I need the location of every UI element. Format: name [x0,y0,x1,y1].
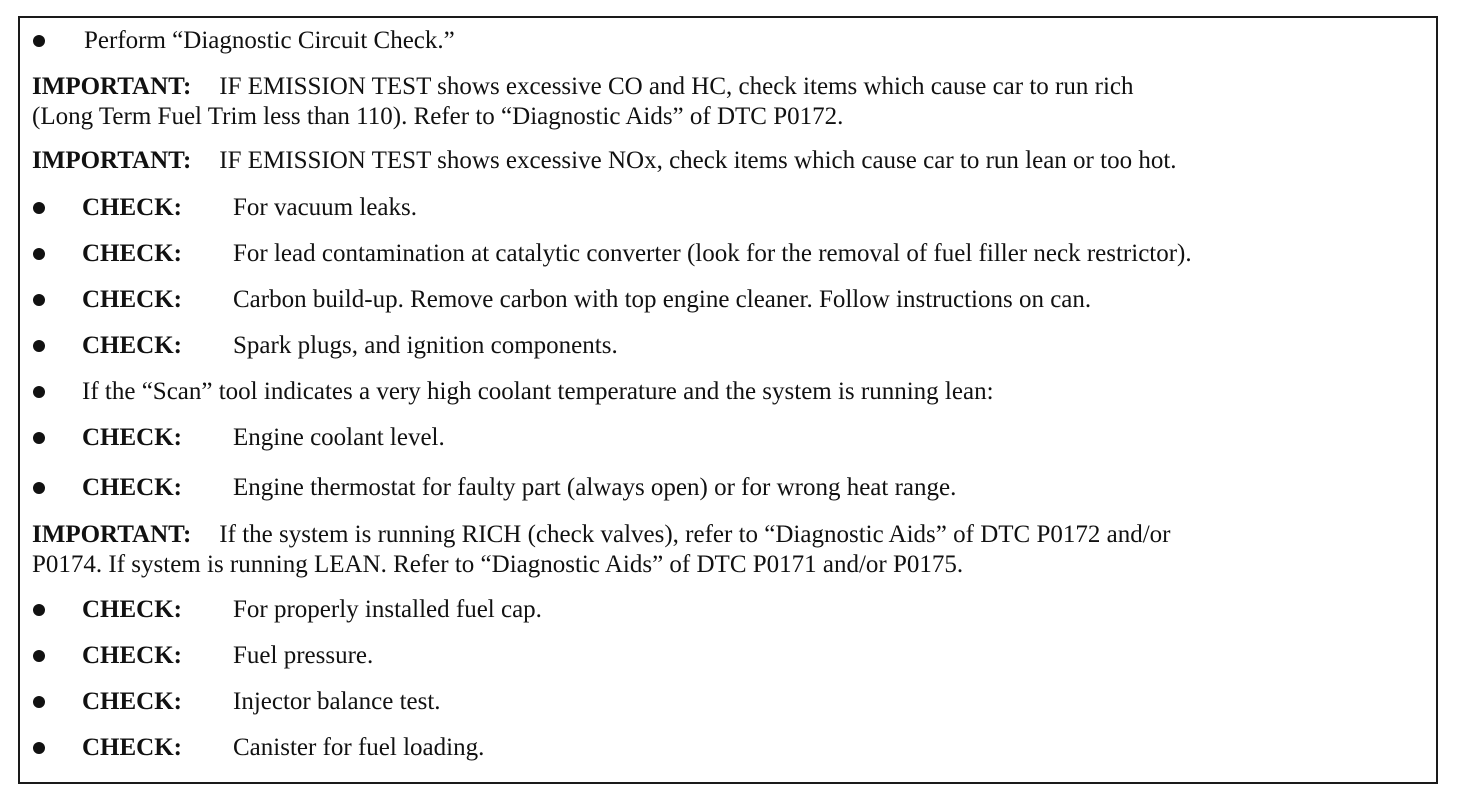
check-label: CHECK: [82,332,182,359]
bullet-icon [33,202,45,214]
bullet-icon [33,604,45,616]
important-note [32,520,1416,580]
check-label: CHECK: [82,286,182,313]
check-label: CHECK: [82,596,182,623]
bullet-icon [33,386,45,398]
bullet-text: If the “Scan” tool indicates a very high coolant temperature and the system is running lean: [82,378,994,405]
important-note-line: (Long Term Fuel Trim less than 110). Refer to “Diagnostic Aids” of DTC P0172. [32,103,844,130]
important-text: If the system is running RICH (check valves), refer to “Diagnostic Aids” of DTC P0172 and/or [219,521,1171,548]
check-text: Canister for fuel loading. [233,734,485,761]
check-text: Injector balance test. [233,688,441,715]
check-text: Fuel pressure. [233,642,374,669]
check-text: Engine coolant level. [233,424,445,451]
important-label: IMPORTANT: [32,73,192,100]
check-label: CHECK: [82,424,182,451]
important-label: IMPORTANT: [32,521,192,548]
important-note-line [32,520,1416,550]
important-text: IF EMISSION TEST shows excessive NOx, check items which cause car to run lean or too hot. [219,147,1177,174]
check-label: CHECK: [82,194,182,221]
important-label: IMPORTANT: [32,147,192,174]
bullet-icon [33,742,45,754]
bullet-icon [33,294,45,306]
bullet-icon [33,340,45,352]
bullet-icon [33,650,45,662]
important-note-line [32,72,1416,102]
bullet-icon [33,482,45,494]
check-text: Spark plugs, and ignition components. [233,332,618,359]
important-note [32,72,1416,132]
bullet-icon [33,432,45,444]
check-label: CHECK: [82,642,182,669]
important-note [32,146,1416,176]
check-label: CHECK: [82,734,182,761]
important-text: IF EMISSION TEST shows excessive CO and HC, check items which cause car to run rich [219,73,1134,100]
check-text: For vacuum leaks. [233,194,417,221]
bullet-icon [33,248,45,260]
important-note-line: P0174. If system is running LEAN. Refer to “Diagnostic Aids” of DTC P0171 and/or P0175. [32,551,964,578]
check-label: CHECK: [82,240,182,267]
bullet-text: Perform “Diagnostic Circuit Check.” [84,27,455,54]
diagnostic-procedure-box [18,16,1438,784]
check-text: Engine thermostat for faulty part (always open) or for wrong heat range. [233,474,957,501]
check-label: CHECK: [82,688,182,715]
important-note-line [32,146,1416,176]
check-text: For properly installed fuel cap. [233,596,542,623]
check-text: Carbon build-up. Remove carbon with top engine cleaner. Follow instructions on can. [233,286,1092,313]
check-label: CHECK: [82,474,182,501]
check-text: For lead contamination at catalytic converter (look for the removal of fuel filler neck restrictor). [233,240,1192,267]
bullet-icon [33,35,45,47]
bullet-icon [33,696,45,708]
